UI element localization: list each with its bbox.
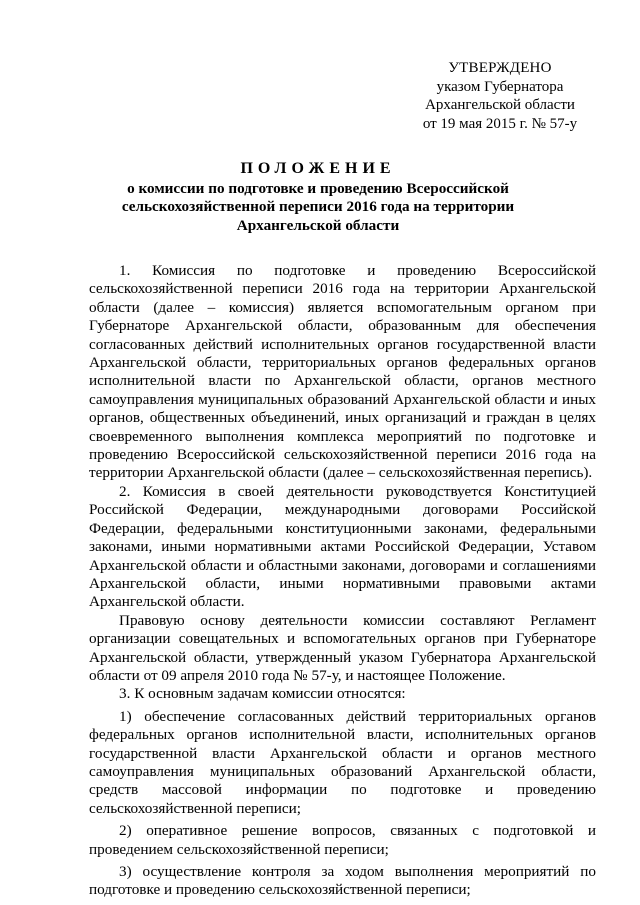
paragraph-3: 3. К основным задачам комиссии относятся:	[119, 685, 406, 703]
document-subtitle-line: сельскохозяйственной переписи 2016 года на территории	[121, 198, 515, 215]
approval-title: УТВЕРЖДЕНО	[448, 60, 552, 76]
document-title: ПОЛОЖЕНИЕ	[240, 160, 396, 177]
task-item-1: 1) обеспечение согласованных действий территориальных органов федеральных органов исполнительной власти, исполнительных органов государственной власти Архангельской области и органов местного самоуправления муниципальных образований Архангельской области, средств массовой информации по подготовке и проведению сельскохозяйственной переписи;	[89, 707, 596, 817]
document-subtitle-line: о комиссии по подготовке и проведению Всероссийской	[127, 179, 509, 197]
approval-line: Архангельской области	[425, 97, 575, 113]
paragraph-1: 1. Комиссия по подготовке и проведению Всероссийской сельскохозяйственной переписи 2016 года на территории Архангельской области (далее – комиссия) является вспомогательным органом при Губернаторе Архангельской области, образованным для обеспечения согласованных действий исполнительных органов государственной власти Архангельской области, территориальных органов федеральных органов исполнительной власти по Архангельской области, органов местного самоуправления муниципальных образований Архангельской области и иных органов, общественных объединений, иных организаций и граждан в целях своевременного выполнения комплекса мероприятий по подготовке и проведению Всероссийской сельскохозяйственной переписи 2016 года на территории Архангельской области (далее – сельскохозяйственная перепись).	[89, 262, 596, 482]
approval-stamp	[400, 59, 600, 133]
document-heading	[88, 160, 548, 235]
task-item-2: 2) оперативное решение вопросов, связанных с подготовкой и проведением сельскохозяйственной переписи;	[89, 822, 596, 858]
document-body	[89, 262, 596, 900]
approval-date: от 19 мая 2015 г. № 57-у	[422, 115, 578, 132]
document-subtitle-line: Архангельской области	[236, 216, 400, 234]
task-item-3: 3) осуществление контроля за ходом выполнения мероприятий по подготовке и проведению сельскохозяйственной переписи;	[89, 863, 596, 899]
paragraph-legal-basis: Правовую основу деятельности комиссии составляют Регламент организации совещательных и вспомогательных органов при Губернаторе Архангельской области, утвержденный указом Губернатора Архангельской области от 09 апреля 2010 года № 57-у, и настоящее Положение.	[89, 611, 596, 684]
approval-line: указом Губернатора	[436, 78, 564, 95]
paragraph-2: 2. Комиссия в своей деятельности руководствуется Конституцией Российской Федерации, международными договорами Российской Федерации, федеральными конституционными законами, федеральными законами, иными нормативными актами Российской Федерации, Уставом Архангельской области и областными законами, договорами и соглашениями Архангельской области, иными нормативными правовыми актами Архангельской области.	[89, 482, 596, 611]
